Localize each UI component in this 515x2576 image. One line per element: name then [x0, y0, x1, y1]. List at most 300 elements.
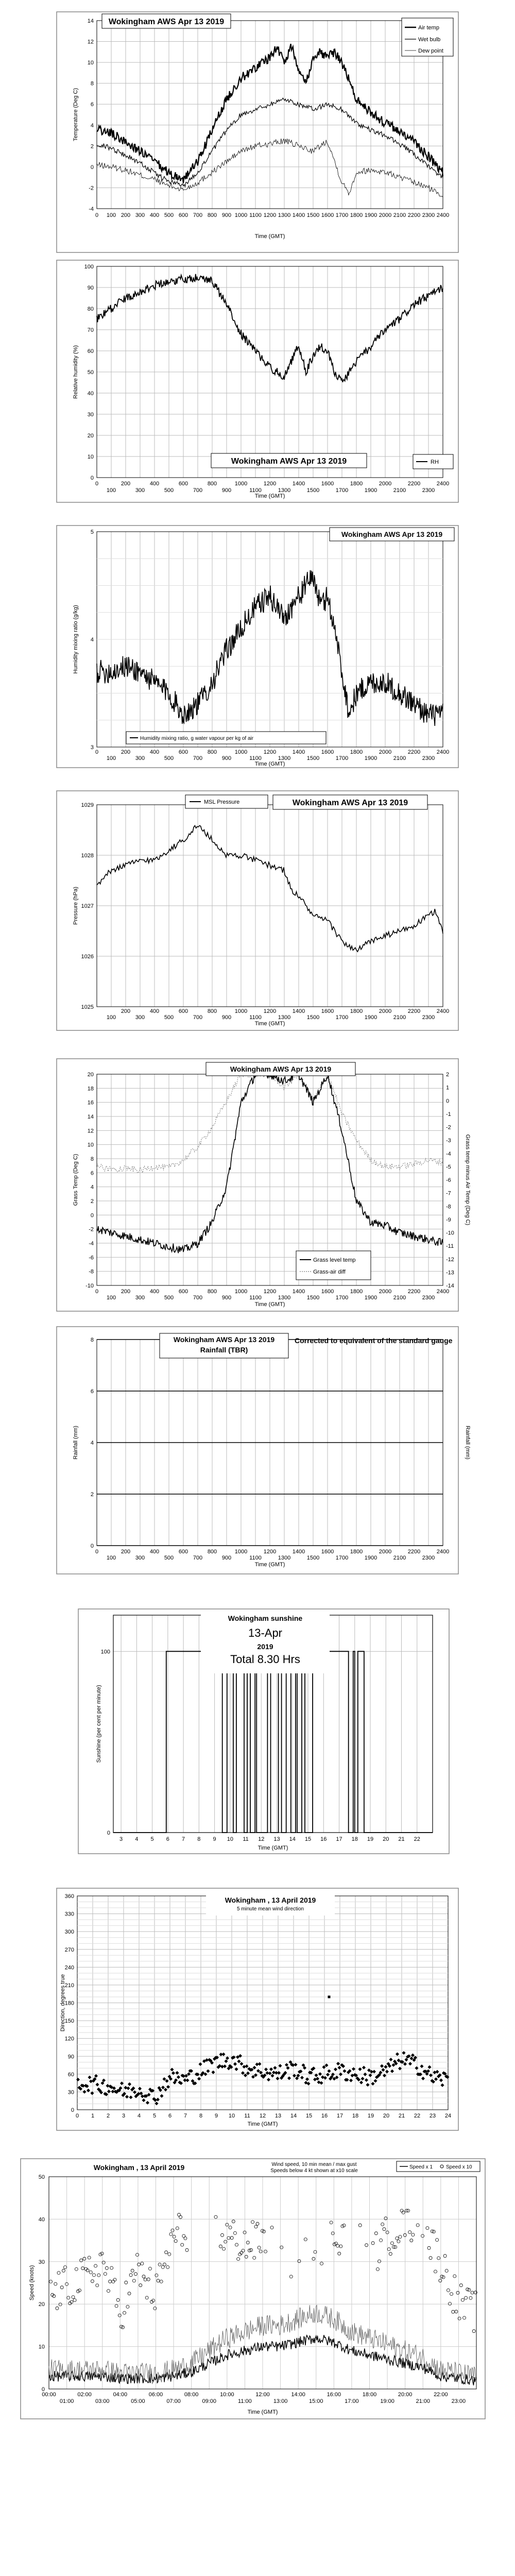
speed-x10-point [136, 2253, 139, 2257]
y-tick-label: 4 [90, 122, 94, 129]
speed-x10-point [253, 2256, 256, 2259]
x-tick-label: 2200 [407, 1549, 421, 1555]
x-axis-label: Time (GMT) [247, 2409, 278, 2415]
wind-direction-point [359, 2081, 363, 2084]
wind-direction-point [239, 2062, 243, 2065]
x-tick-label: 20:00 [398, 2392, 413, 2398]
x-tick-label: 1300 [278, 1295, 291, 1301]
y-tick-label: -4 [89, 1241, 94, 1247]
x-tick-label: 19 [367, 2113, 374, 2119]
speed-x10-point [109, 2280, 112, 2283]
wind-direction-point [327, 2069, 331, 2073]
x-tick-label: 6 [168, 2113, 172, 2119]
speed-x10-point [233, 2231, 236, 2234]
y-tick-label: 90 [87, 285, 94, 291]
winddir-panel-frame [57, 1888, 458, 2130]
y-tick-label: 30 [38, 2259, 45, 2265]
speed-x10-point [54, 2282, 57, 2285]
wind-direction-point [439, 2078, 443, 2082]
wind-direction-point [433, 2071, 436, 2074]
y2-tick-label: -7 [446, 1190, 451, 1197]
x-tick-label: 23 [429, 2113, 436, 2119]
speed-x10-point [123, 2311, 126, 2314]
y-axis-label: Pressure (hPa) [73, 887, 79, 925]
x-tick-label: 5 [150, 1836, 154, 1842]
x-tick-label: 900 [221, 212, 232, 218]
speed-x10-point [112, 2280, 115, 2283]
wind-direction-point [372, 2070, 376, 2073]
x-tick-label: 2400 [436, 481, 450, 487]
y-tick-label: 4 [90, 1440, 94, 1446]
x-tick-label: 2000 [379, 481, 392, 487]
speed-x10-point [91, 2280, 94, 2283]
speed-x10-point [72, 2296, 75, 2299]
speed-x10-point [56, 2307, 59, 2310]
grass-title: Wokingham AWS Apr 13 2019 [230, 1065, 332, 1073]
x-tick-label: 11:00 [238, 2398, 252, 2404]
y-tick-label: 40 [38, 2216, 45, 2223]
x-tick-label: 900 [221, 1295, 232, 1301]
y-tick-label: 90 [67, 2054, 74, 2060]
x-tick-label: 300 [135, 1014, 145, 1021]
speed-x10-point [245, 2255, 248, 2258]
wind-direction-point [294, 2063, 297, 2066]
speed-x10-point [227, 2236, 230, 2240]
wind-direction-point [156, 2098, 160, 2102]
y-tick-label: 20 [87, 1072, 94, 1078]
x-tick-label: 1600 [321, 749, 334, 755]
wind-direction-point [319, 2081, 323, 2084]
speed-x10-point [62, 2269, 65, 2272]
x-tick-label: 1200 [263, 212, 277, 218]
x-tick-label: 2400 [436, 1008, 450, 1014]
x-tick-label: 16 [321, 2113, 328, 2119]
speed-x10-point [157, 2279, 160, 2282]
y2-axis-label: Rainfall (mm) [465, 1426, 471, 1460]
wind-direction-point [328, 1995, 331, 1998]
speed-x10-point [139, 2284, 142, 2287]
y-tick-label: 12 [87, 39, 94, 45]
x-tick-label: 1100 [249, 1295, 262, 1301]
speed-x10-point [289, 2275, 293, 2278]
speed-x10-point [320, 2262, 323, 2265]
y-tick-label: 2 [90, 1492, 94, 1498]
speed-x10-point [396, 2237, 399, 2240]
x-tick-label: 2400 [436, 749, 450, 755]
speed-x10-point [230, 2236, 233, 2240]
speed-x10-point [104, 2273, 107, 2276]
wind-direction-point [138, 2087, 142, 2090]
x-tick-label: 1200 [263, 481, 277, 487]
x-tick-label: 300 [135, 755, 145, 761]
wind-direction-point [177, 2075, 180, 2079]
speed-x10-point [128, 2292, 131, 2295]
x-tick-label: 1 [91, 2113, 95, 2119]
speed-x10-point [134, 2273, 137, 2276]
x-tick-label: 22 [414, 2113, 421, 2119]
speed-x10-point [129, 2274, 132, 2277]
x-axis-label: Time (GMT) [254, 493, 285, 499]
speed-x10-point [330, 2221, 333, 2224]
mixing-legend [126, 732, 326, 744]
x-axis-label: Time (GMT) [254, 761, 285, 767]
speed-x10-point [312, 2257, 315, 2260]
wind-direction-point [245, 2064, 248, 2068]
wind-direction-point [258, 2062, 261, 2066]
rain-panel [57, 1327, 471, 1574]
speed-x10-point [94, 2264, 97, 2267]
y-tick-label: 60 [67, 2071, 74, 2078]
speed-x10-point [256, 2222, 259, 2225]
x-tick-label: 700 [193, 212, 203, 218]
wind-direction-point [128, 2082, 131, 2086]
y-tick-label: 10 [87, 1142, 94, 1148]
x-tick-label: 300 [135, 1555, 145, 1561]
wind-direction-point [352, 2067, 355, 2071]
y-axis-label: Humidity mixing ratio (g/kg) [73, 605, 79, 674]
y-axis-label: Rainfall (mm) [73, 1426, 79, 1460]
x-tick-label: 18:00 [362, 2392, 377, 2398]
speed-x10-point [381, 2223, 384, 2226]
speed-x10-point [447, 2289, 450, 2292]
speed-x10-point [463, 2316, 466, 2319]
wind-direction-point [142, 2098, 145, 2102]
wind-direction-point [380, 2064, 384, 2068]
y-tick-label: 1026 [81, 954, 94, 960]
speed-x10-point [465, 2296, 468, 2299]
x-tick-label: 8 [199, 2113, 203, 2119]
speed-x10-point [163, 2263, 166, 2266]
x-tick-label: 12:00 [255, 2392, 270, 2398]
speed-x10-point [107, 2290, 110, 2293]
speed-x10-point [67, 2296, 70, 2299]
speed-x10-point [125, 2281, 128, 2284]
x-tick-label: 2200 [407, 481, 421, 487]
wind-direction-point [166, 2085, 170, 2089]
speed-x10-point [97, 2274, 100, 2277]
x-tick-label: 2300 [422, 1555, 435, 1561]
speed-x10-point [254, 2225, 258, 2228]
wind-direction-point [133, 2090, 136, 2094]
speed-x10-point [57, 2272, 60, 2275]
wind-direction-point [305, 2077, 309, 2081]
x-tick-label: 700 [193, 755, 203, 761]
y-tick-label: 1028 [81, 853, 94, 859]
y-tick-label: -2 [89, 1226, 94, 1233]
speed-x10-point [182, 2234, 185, 2238]
y-tick-label: -6 [89, 1255, 94, 1261]
speed-x10-point [168, 2252, 171, 2256]
y-tick-label: 210 [64, 1982, 74, 1989]
wind-direction-point [278, 2064, 282, 2067]
x-tick-label: 14 [289, 1836, 296, 1842]
x-axis-label: Time (GMT) [258, 1845, 288, 1851]
x-tick-label: 18 [351, 1836, 358, 1842]
speed-x10-point [400, 2209, 403, 2212]
y-tick-label: 6 [90, 1388, 94, 1395]
y-axis-label: Speed (knots) [29, 2265, 35, 2301]
y-tick-label: 20 [38, 2301, 45, 2308]
speed-x10-point [338, 2252, 341, 2255]
x-tick-label: 0 [95, 212, 99, 218]
temperature-legend [402, 18, 453, 56]
y-tick-label: 10 [38, 2344, 45, 2350]
x-tick-label: 800 [207, 749, 217, 755]
x-tick-label: 1000 [234, 212, 248, 218]
x-tick-label: 21 [398, 2113, 405, 2119]
wind-direction-point [286, 2066, 289, 2070]
y-tick-label: 6 [90, 101, 94, 108]
x-tick-label: 2400 [436, 1289, 450, 1295]
x-tick-label: 21 [398, 1836, 405, 1842]
x-tick-label: 2100 [393, 1555, 406, 1561]
speed-x10-point [439, 2279, 442, 2282]
wind-direction-point [415, 2066, 418, 2070]
speed-x10-point [160, 2280, 163, 2283]
x-tick-label: 01:00 [59, 2398, 74, 2404]
speed-x10-point [176, 2227, 179, 2230]
speed-x10-point [158, 2263, 161, 2266]
x-tick-label: 400 [149, 212, 160, 218]
speed-x10-point [336, 2244, 339, 2247]
wind-direction-point [396, 2052, 399, 2056]
speed-x10-point [214, 2215, 217, 2218]
wind-direction-point [402, 2051, 405, 2055]
speed-x10-point [399, 2235, 402, 2239]
y-tick-label: 300 [64, 1929, 74, 1936]
x-tick-label: 600 [178, 1289, 188, 1295]
wind-direction-point [270, 2074, 274, 2077]
x-tick-label: 1700 [335, 1295, 349, 1301]
y2-tick-label: -6 [446, 1177, 451, 1183]
x-tick-label: 1500 [306, 1555, 320, 1561]
wind-direction-point [106, 2084, 109, 2088]
speed-x10-point [402, 2211, 405, 2214]
y-tick-label: 270 [64, 1946, 74, 1953]
x-axis-label: Time (GMT) [254, 233, 285, 240]
x-tick-label: 18 [352, 2113, 359, 2119]
wind-direction-point [221, 2053, 225, 2056]
x-tick-label: 600 [178, 1549, 188, 1555]
y-axis-label: Direction, degrees true [60, 1974, 66, 2032]
legend-rh: RH [431, 459, 439, 465]
x-tick-label: 1000 [234, 1008, 248, 1014]
x-tick-label: 1500 [306, 1295, 320, 1301]
x-tick-label: 13 [273, 1836, 280, 1842]
sunshine-panel [78, 1609, 449, 1854]
mixing-title: Wokingham AWS Apr 13 2019 [341, 530, 443, 538]
speed-x10-point [461, 2298, 464, 2301]
speed-x10-point [421, 2234, 424, 2238]
speed-x10-point [453, 2275, 456, 2278]
x-tick-label: 14 [290, 2113, 297, 2119]
grass-panel [57, 1059, 471, 1311]
sunshine-year: 2019 [257, 1642, 273, 1651]
x-tick-label: 13 [274, 2113, 282, 2119]
legend-grass-temp: Grass level temp [313, 1257, 356, 1263]
x-axis-label: Time (GMT) [254, 1301, 285, 1308]
speed-x10-point [237, 2258, 240, 2261]
x-tick-label: 03:00 [95, 2398, 110, 2404]
x-tick-label: 1900 [364, 212, 377, 218]
speed-x10-point [222, 2247, 226, 2250]
windspeed-legend [397, 2161, 480, 2172]
x-tick-label: 1800 [350, 212, 363, 218]
x-tick-label: 500 [164, 1555, 174, 1561]
x-tick-label: 1600 [321, 212, 334, 218]
pressure-legend [185, 795, 268, 808]
windspeed-chart [29, 2174, 477, 2415]
speed-x10-point [105, 2266, 108, 2269]
y-tick-label: 50 [87, 369, 94, 376]
x-tick-label: 2000 [379, 1008, 392, 1014]
x-tick-label: 0 [75, 2113, 79, 2119]
y2-tick-label: -1 [446, 1111, 451, 1117]
speed-x10-point [380, 2239, 383, 2242]
wind-direction-point [365, 2078, 368, 2082]
speed-x10-point [304, 2238, 307, 2241]
x-tick-label: 1500 [306, 1014, 320, 1021]
x-tick-label: 1400 [292, 1289, 305, 1295]
x-tick-label: 1200 [263, 1289, 277, 1295]
x-tick-label: 15:00 [308, 2398, 323, 2404]
speed-x10-point [434, 2270, 437, 2273]
rain-note: Corrected to equivalent of the standard gauge [295, 1336, 453, 1345]
x-tick-label: 1000 [234, 481, 248, 487]
wind-direction-point [323, 2076, 327, 2080]
x-tick-label: 10 [227, 1836, 233, 1842]
wind-direction-point [403, 2062, 407, 2066]
x-tick-label: 200 [121, 481, 131, 487]
speed-x10-point [456, 2291, 459, 2294]
y-tick-label: 50 [38, 2174, 45, 2180]
winddir-title: Wokingham , 13 April 2019 [225, 1896, 316, 1904]
wind-direction-point [440, 2083, 444, 2087]
wind-direction-point [420, 2064, 423, 2068]
x-tick-label: 800 [207, 1008, 217, 1014]
x-tick-label: 15 [304, 1836, 312, 1842]
x-tick-label: 17:00 [345, 2398, 359, 2404]
x-tick-label: 300 [135, 1295, 145, 1301]
legend-speed-x1: Speed x 1 [409, 2164, 433, 2170]
wind-direction-point [398, 2066, 402, 2070]
speed-x10-point [113, 2278, 116, 2281]
wind-direction-point [223, 2064, 227, 2068]
y-tick-label: 360 [64, 1893, 74, 1900]
x-tick-label: 1000 [234, 1289, 248, 1295]
wind-direction-point [162, 2077, 166, 2081]
x-tick-label: 500 [164, 1014, 174, 1021]
x-tick-label: 10 [228, 2113, 235, 2119]
speed-x10-point [88, 2256, 91, 2259]
wind-direction-point [267, 2078, 270, 2081]
speed-x10-point [221, 2233, 224, 2236]
speed-x10-point [251, 2221, 254, 2224]
y-tick-label: 1029 [81, 802, 94, 808]
wind-direction-point [421, 2077, 425, 2080]
speed-x10-point [73, 2299, 76, 2302]
x-tick-label: 100 [106, 212, 116, 218]
x-tick-label: 1700 [335, 487, 349, 494]
x-tick-label: 300 [135, 487, 145, 494]
x-tick-label: 2000 [379, 1289, 392, 1295]
speed-x10-point [93, 2274, 96, 2277]
speed-x10-point [116, 2298, 119, 2301]
winddir-chart [60, 1893, 451, 2127]
x-tick-label: 400 [149, 481, 160, 487]
speed-x10-point [339, 2245, 342, 2248]
x-tick-label: 2300 [422, 755, 435, 761]
wind-direction-point [107, 2090, 111, 2093]
wind-direction-point [337, 2066, 341, 2070]
x-tick-label: 12 [258, 1836, 265, 1842]
y-tick-label: 180 [64, 2000, 74, 2007]
wind-direction-point [154, 2102, 158, 2105]
y2-tick-label: -9 [446, 1216, 451, 1223]
y2-tick-label: -3 [446, 1138, 451, 1144]
x-tick-label: 7 [182, 1836, 185, 1842]
speed-x10-point [60, 2286, 63, 2289]
x-tick-label: 11 [243, 1836, 249, 1842]
x-tick-label: 08:00 [184, 2392, 199, 2398]
x-tick-label: 1100 [249, 1555, 262, 1561]
x-tick-label: 2100 [393, 487, 406, 494]
y-tick-label: 4 [90, 637, 94, 643]
speed-x10-point [174, 2240, 177, 2243]
wind-direction-point [206, 2069, 210, 2073]
x-tick-label: 2100 [393, 212, 406, 218]
y2-tick-label: -14 [446, 1283, 454, 1289]
x-tick-label: 1800 [350, 1008, 363, 1014]
x-tick-label: 1100 [249, 1014, 262, 1021]
x-tick-label: 600 [178, 1008, 188, 1014]
x-tick-label: 17 [336, 2113, 344, 2119]
wind-direction-point [342, 2069, 346, 2073]
speed-x10-point [411, 2233, 415, 2236]
speed-x10-point [118, 2314, 121, 2317]
x-tick-label: 1700 [335, 212, 349, 218]
x-tick-label: 2100 [393, 755, 406, 761]
x-tick-label: 1800 [350, 481, 363, 487]
x-tick-label: 1500 [306, 487, 320, 494]
x-tick-label: 17 [336, 1836, 342, 1842]
sunshine-date: 13-Apr [248, 1626, 283, 1639]
x-tick-label: 1300 [278, 1555, 291, 1561]
x-tick-label: 2200 [407, 212, 421, 218]
x-tick-label: 15 [305, 2113, 313, 2119]
x-tick-label: 700 [193, 1295, 203, 1301]
y-tick-label: 80 [87, 306, 94, 312]
wind-direction-point [349, 2079, 353, 2082]
mixing-panel [57, 526, 458, 768]
x-tick-label: 2200 [407, 749, 421, 755]
x-tick-label: 1700 [335, 755, 349, 761]
speed-x10-point [64, 2266, 67, 2269]
speed-x10-point [410, 2239, 413, 2242]
x-tick-label: 1400 [292, 481, 305, 487]
y-tick-label: 0 [90, 164, 94, 171]
speed-x10-point [110, 2266, 113, 2269]
speed-x10-point [165, 2251, 168, 2254]
speed-x10-point [59, 2303, 62, 2306]
x-tick-label: 16 [320, 1836, 327, 1842]
wind-direction-point [285, 2063, 288, 2066]
speed-x10-point [443, 2255, 447, 2258]
x-axis-label: Time (GMT) [254, 1562, 285, 1568]
y-tick-label: 2 [90, 1198, 94, 1205]
winddir-panel [57, 1888, 458, 2130]
y-tick-label: 10 [87, 60, 94, 66]
